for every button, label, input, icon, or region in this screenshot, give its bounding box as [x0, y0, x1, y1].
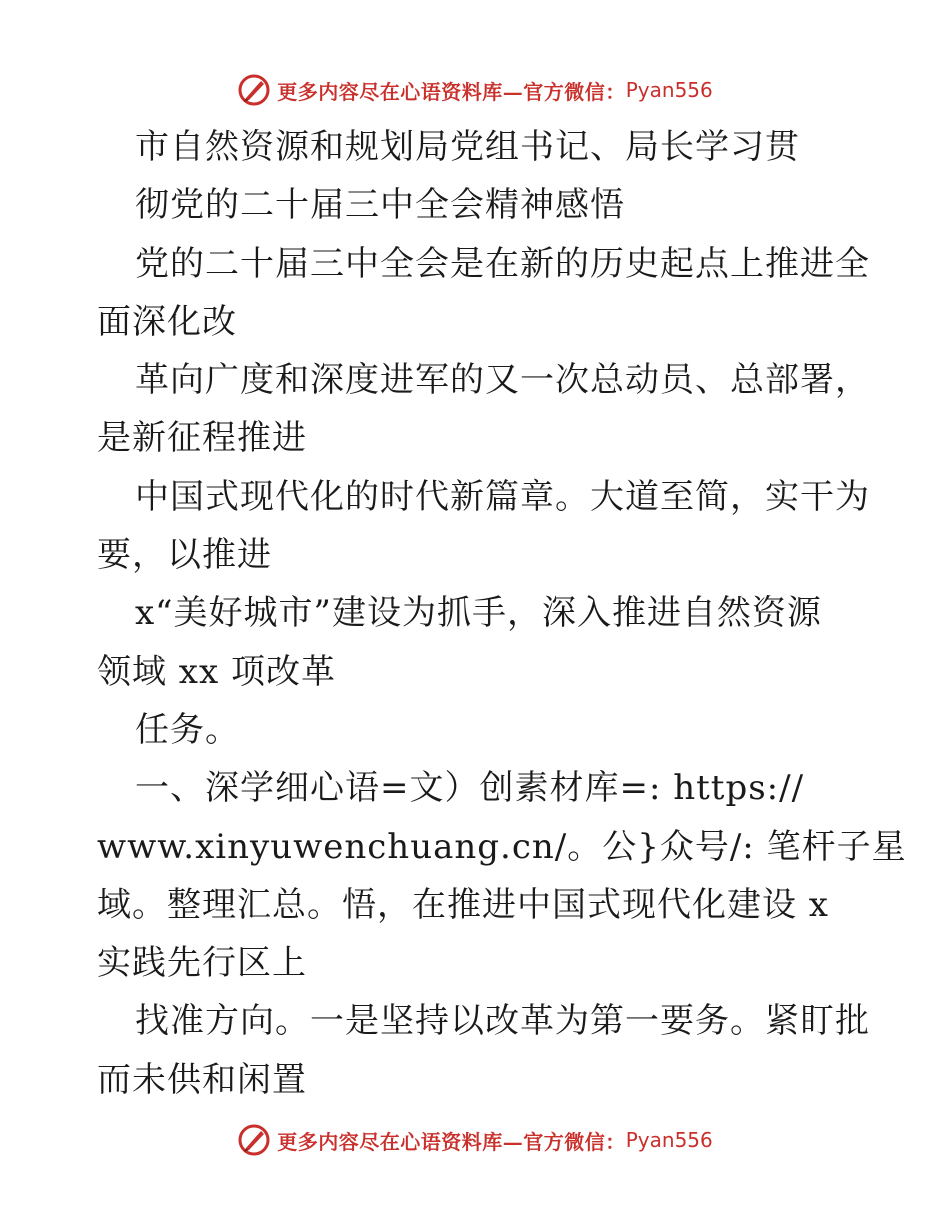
text-line: 革向广度和深度进军的又一次总动员、总部署，: [135, 360, 870, 401]
quill-pen-logo-icon: [237, 73, 271, 107]
banner-text: 更多内容尽在心语资料库—官方微信：: [277, 1129, 626, 1154]
text-line: 彻党的二十届三中全会精神感悟: [135, 185, 625, 226]
quill-pen-logo-icon: [237, 1123, 271, 1157]
text-line: 党的二十届三中全会是在新的历史起点上推进全: [135, 243, 870, 284]
text-line: 而未供和闲置: [97, 1059, 307, 1100]
text-line: 实践先行区上: [97, 943, 307, 984]
banner-text: 更多内容尽在心语资料库—官方微信：: [277, 79, 626, 104]
banner-wechat-id: Pyan556: [625, 1128, 713, 1152]
text-line: 中国式现代化的时代新篇章。大道至简，实干为: [135, 476, 870, 517]
footer-banner: [0, 1120, 950, 1160]
text-line: 域。整理汇总。悟，在推进中国式现代化建设 x: [97, 884, 829, 925]
text-line: 领域 xx 项改革: [97, 651, 336, 692]
text-line: 找准方向。一是坚持以改革为第一要务。紧盯批: [135, 1001, 870, 1042]
header-banner: [0, 70, 950, 110]
text-line: 面深化改: [97, 301, 237, 342]
text-line: 任务。: [135, 709, 240, 750]
text-line: 是新征程推进: [97, 418, 307, 459]
text-line: 市自然资源和规划局党组书记、局长学习贯: [135, 127, 800, 167]
banner-wechat-id: Pyan556: [625, 78, 713, 102]
text-line: www.xinyuwenchuang.cn/。公}众号/: 笔杆子星: [97, 826, 907, 867]
text-line: 要，以推进: [97, 535, 272, 576]
text-line: 一、深学细心语=文）创素材库=: https://: [135, 768, 805, 809]
text-line: x“美好城市”建设为抓手，深入推进自然资源: [135, 593, 822, 634]
document-body: [97, 118, 907, 1109]
